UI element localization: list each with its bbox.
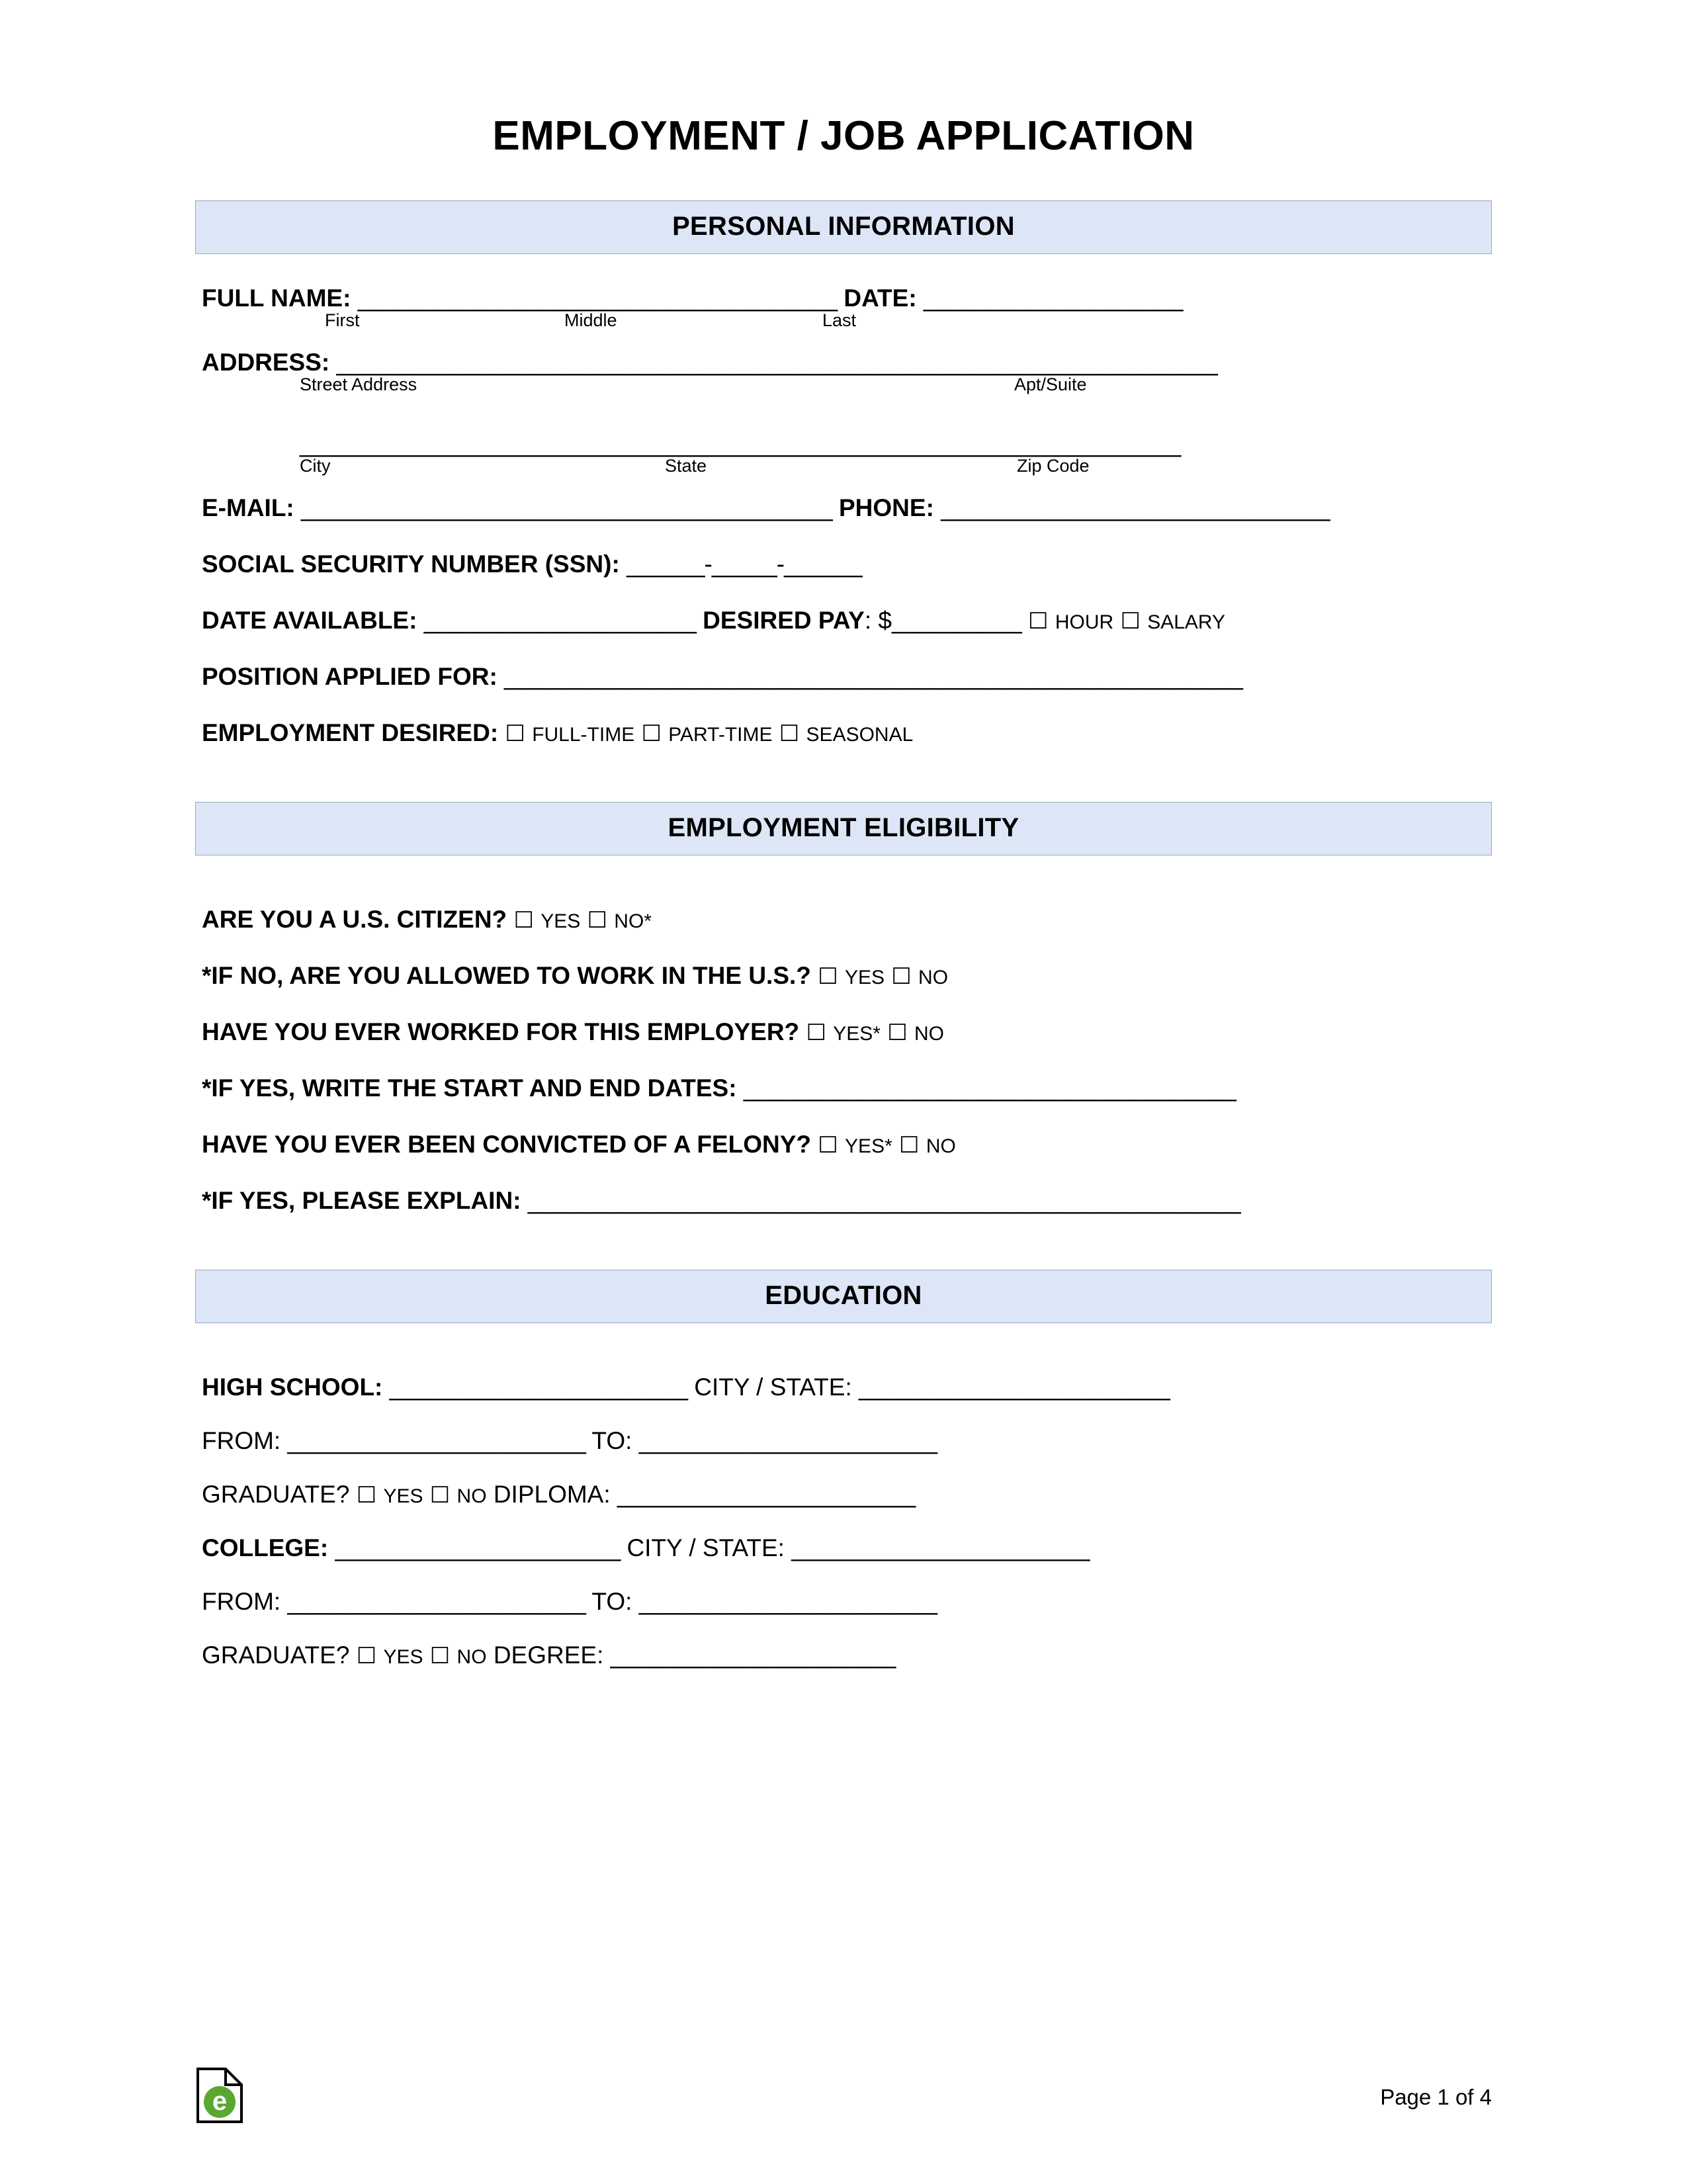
checkbox-college-graduate-no-icon[interactable]: ☐ [429,1643,451,1669]
college-from-input[interactable]: _______________________ [287,1588,585,1615]
citizen-question-row [202,907,1485,932]
email-phone-row [202,496,1485,520]
section-header-employment-eligibility: EMPLOYMENT ELIGIBILITY [195,802,1492,855]
email-input[interactable]: _________________________________________ [301,494,832,521]
checkbox-hs-graduate-no-icon[interactable]: ☐ [429,1483,451,1508]
page-footer [195,2068,1492,2127]
citizen-no-label: NO* [614,910,652,932]
full-name-row [202,286,1485,310]
felony-yes-label: YES* [845,1135,892,1157]
employment-dates-label: *IF YES, WRITE THE START AND END DATES: [202,1074,737,1102]
felony-explain-label: *IF YES, PLEASE EXPLAIN: [202,1187,521,1214]
high-school-graduate-row [202,1482,1485,1507]
address-label: ADDRESS: [202,349,330,376]
option-hour-label: HOUR [1055,611,1114,633]
checkbox-part-time-icon[interactable]: ☐ [641,721,662,746]
position-applied-input[interactable]: _________________________________________________________ [504,663,1242,690]
high-school-city-state-label: CITY / STATE: [694,1374,852,1401]
checkbox-work-allowed-no-icon[interactable]: ☐ [891,964,912,989]
sublabel-city: City [300,456,331,476]
high-school-city-state-input[interactable]: ________________________ [859,1374,1170,1401]
eforms-logo-icon [195,2068,244,2123]
employment-desired-label: EMPLOYMENT DESIRED: [202,719,499,746]
high-school-graduate-label: GRADUATE? [202,1481,350,1508]
ssn-row [202,552,1485,576]
address-row-2 [202,431,1485,456]
college-dates-row [202,1589,1485,1614]
high-school-from-label: FROM: [202,1427,281,1454]
date-available-input[interactable]: _____________________ [423,607,696,634]
felony-explain-input[interactable]: _______________________________________________________ [527,1187,1240,1214]
full-name-label: FULL NAME: [202,284,351,312]
high-school-dates-row [202,1428,1485,1453]
college-row [202,1536,1485,1560]
college-to-input[interactable]: _______________________ [638,1588,937,1615]
high-school-input[interactable]: _______________________ [389,1374,687,1401]
worked-before-yes-label: YES* [833,1023,881,1045]
employment-eligibility-block [195,855,1492,1213]
college-degree-label: DEGREE: [493,1641,604,1669]
felony-question-label: HAVE YOU EVER BEEN CONVICTED OF A FELONY? [202,1131,811,1158]
sublabel-apt-suite: Apt/Suite [1014,374,1087,394]
date-label: DATE: [844,284,917,312]
address-sublabels [202,374,1485,397]
checkbox-college-graduate-yes-icon[interactable]: ☐ [356,1643,377,1669]
education-block [195,1323,1492,1667]
college-label: COLLEGE: [202,1534,329,1561]
citizen-yes-label: YES [541,910,581,932]
checkbox-seasonal-icon[interactable]: ☐ [779,721,800,746]
address-sublabels-2 [202,456,1485,478]
desired-pay-label: DESIRED PAY [703,607,865,634]
checkbox-full-time-icon[interactable]: ☐ [505,721,525,746]
option-full-time-label: FULL-TIME [532,724,635,746]
employment-dates-row [202,1076,1485,1100]
ssn-label: SOCIAL SECURITY NUMBER (SSN): [202,550,620,578]
sublabel-zip-code: Zip Code [1017,456,1090,476]
address-input[interactable]: ____________________________________________________________________ [336,349,1217,376]
phone-input[interactable]: ______________________________ [941,494,1330,521]
work-allowed-yes-label: YES [844,967,885,988]
worked-before-question-label: HAVE YOU EVER WORKED FOR THIS EMPLOYER? [202,1018,800,1045]
checkbox-citizen-no-icon[interactable]: ☐ [587,908,608,933]
date-available-pay-row [202,608,1485,633]
sublabel-middle: Middle [564,310,617,330]
full-name-input[interactable]: _____________________________________ [357,284,838,312]
employment-desired-row [202,721,1485,745]
high-school-to-label: TO: [591,1427,632,1454]
felony-explain-row [202,1188,1485,1213]
checkbox-worked-before-yes-icon[interactable]: ☐ [806,1020,826,1045]
college-city-state-input[interactable]: _______________________ [791,1534,1090,1561]
date-input[interactable]: ____________________ [923,284,1183,312]
phone-label: PHONE: [839,494,934,521]
work-allowed-question-label: *IF NO, ARE YOU ALLOWED TO WORK IN THE U.S.? [202,962,811,989]
employment-dates-input[interactable]: ______________________________________ [743,1074,1236,1102]
personal-information-block [195,254,1492,745]
college-city-state-label: CITY / STATE: [627,1534,785,1561]
high-school-from-input[interactable]: _______________________ [287,1427,585,1454]
section-header-education: EDUCATION [195,1270,1492,1323]
college-graduate-no-label: NO [456,1646,487,1668]
page-number: Page 1 of 4 [1380,2085,1492,2109]
felony-question-row [202,1132,1485,1157]
hs-graduate-yes-label: YES [383,1485,423,1507]
option-seasonal-label: SEASONAL [806,724,914,746]
college-input[interactable]: ______________________ [335,1534,621,1561]
college-degree-input[interactable]: ______________________ [610,1641,896,1669]
high-school-to-input[interactable]: _______________________ [638,1427,937,1454]
sublabel-first: First [325,310,360,330]
ssn-input[interactable]: ______-_____-______ [627,550,862,578]
high-school-row [202,1375,1485,1399]
option-part-time-label: PART-TIME [668,724,773,746]
checkbox-work-allowed-yes-icon[interactable]: ☐ [818,964,838,989]
sublabel-state: State [665,456,707,476]
document-content [195,112,1492,1667]
hs-graduate-no-label: NO [456,1485,487,1507]
checkbox-salary-icon[interactable]: ☐ [1120,609,1141,634]
date-available-label: DATE AVAILABLE: [202,607,417,634]
checkbox-felony-yes-icon[interactable]: ☐ [818,1133,838,1158]
desired-pay-input[interactable]: __________ [891,607,1021,634]
checkbox-hs-graduate-yes-icon[interactable]: ☐ [356,1483,377,1508]
college-graduate-label: GRADUATE? [202,1641,350,1669]
email-label: E-MAIL: [202,494,294,521]
option-salary-label: SALARY [1147,611,1226,633]
worked-before-question-row [202,1020,1485,1044]
college-from-label: FROM: [202,1588,281,1615]
svg-text:e: e [212,2087,228,2116]
page-title: EMPLOYMENT / JOB APPLICATION [492,113,1195,159]
address-row [202,350,1485,374]
college-to-label: TO: [591,1588,632,1615]
hs-diploma-input[interactable]: _______________________ [617,1481,916,1508]
checkbox-worked-before-no-icon[interactable]: ☐ [887,1020,908,1045]
sublabel-last: Last [822,310,857,330]
sublabel-street-address: Street Address [300,374,417,394]
address-input-2[interactable]: ____________________________________________________________________ [300,430,1181,457]
citizen-question-label: ARE YOU A U.S. CITIZEN? [202,906,507,933]
checkbox-felony-no-icon[interactable]: ☐ [899,1133,920,1158]
checkbox-citizen-yes-icon[interactable]: ☐ [513,908,534,933]
hs-diploma-label: DIPLOMA: [493,1481,611,1508]
worked-before-no-label: NO [914,1023,944,1045]
position-applied-row [202,664,1485,689]
felony-no-label: NO [926,1135,956,1157]
checkbox-hour-icon[interactable]: ☐ [1028,609,1049,634]
name-sublabels [202,310,1485,333]
work-allowed-question-row [202,963,1485,988]
college-graduate-row [202,1643,1485,1667]
high-school-label: HIGH SCHOOL: [202,1374,383,1401]
college-graduate-yes-label: YES [383,1646,423,1668]
desired-pay-colon: : $ [864,607,892,634]
section-header-personal-information: PERSONAL INFORMATION [195,200,1492,254]
position-applied-label: POSITION APPLIED FOR: [202,663,497,690]
work-allowed-no-label: NO [918,967,949,988]
